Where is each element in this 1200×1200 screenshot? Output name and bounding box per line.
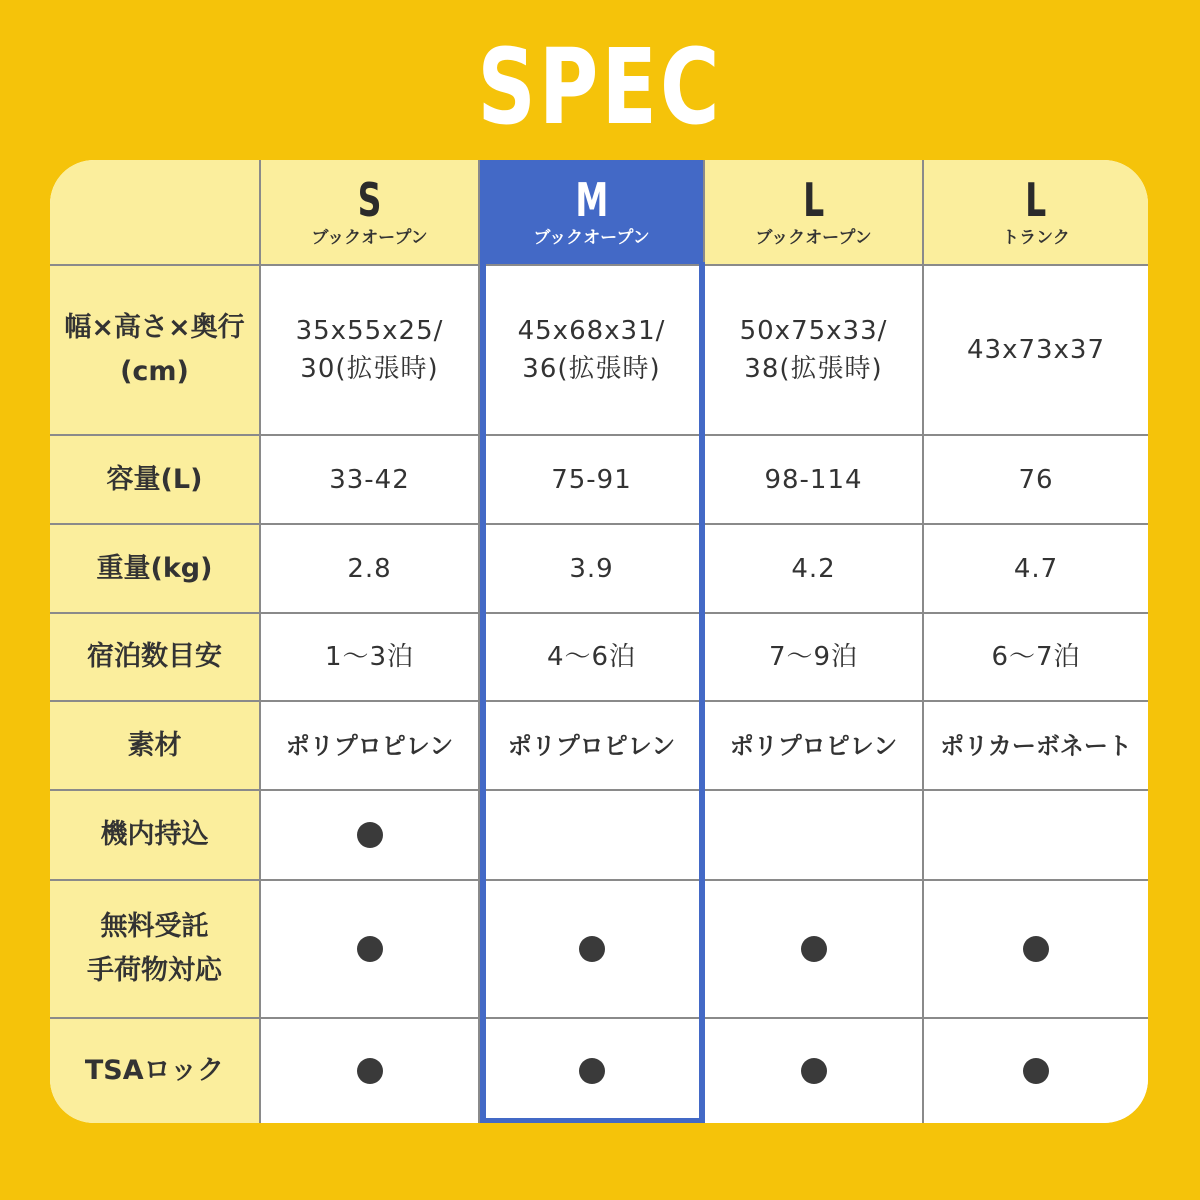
cell-value-line: 45x68x31/ <box>517 316 666 346</box>
cell-value-line: 7〜9泊 <box>768 642 859 672</box>
row-label-line: 無料受託 <box>100 911 209 942</box>
check-dot <box>579 1058 605 1084</box>
cell-value <box>551 461 632 499</box>
row-label-text <box>85 1049 224 1093</box>
row-label <box>50 525 261 614</box>
table-cell <box>261 1019 480 1123</box>
cell-value-line: 98-114 <box>764 464 863 495</box>
table-cell <box>924 1019 1148 1123</box>
spec-table <box>50 160 1148 1123</box>
check-dot <box>801 936 827 962</box>
row-label-line: 重量(kg) <box>96 552 213 584</box>
cell-value-line: ポリプロピレン <box>285 731 454 760</box>
row-label <box>50 436 261 525</box>
cell-value <box>730 727 897 765</box>
table-cell <box>924 525 1148 614</box>
cell-value <box>991 638 1080 676</box>
column-size: S <box>357 173 382 227</box>
cell-value-line: 4.7 <box>1013 553 1059 584</box>
table-cell <box>480 702 705 791</box>
table-cell <box>924 702 1148 791</box>
table-cell <box>480 525 705 614</box>
row-label <box>50 702 261 791</box>
table-cell <box>480 791 705 881</box>
check-dot <box>1023 936 1049 962</box>
table-cell <box>705 266 924 436</box>
table-cell <box>924 791 1148 881</box>
cell-value-line: 36(拡張時) <box>522 354 661 384</box>
table-cell <box>705 881 924 1019</box>
column-header <box>261 160 480 266</box>
cell-value <box>769 638 858 676</box>
cell-value <box>547 638 636 676</box>
cell-value-line: 4〜6泊 <box>546 642 637 672</box>
cell-value <box>347 550 391 588</box>
row-label <box>50 791 261 881</box>
cell-value-line: 30(拡張時) <box>300 354 439 384</box>
page-title: SPEC <box>477 26 723 148</box>
table-cell <box>705 525 924 614</box>
cell-value-line: 2.8 <box>347 553 392 584</box>
cell-value-line: 76 <box>1018 464 1054 495</box>
cell-value-line: 33-42 <box>329 464 410 495</box>
table-cell <box>480 266 705 436</box>
row-label-line: TSAロック <box>84 1055 225 1086</box>
table-cell <box>480 614 705 702</box>
check-dot <box>579 936 605 962</box>
check-dot <box>357 936 383 962</box>
row-label-text <box>97 547 213 591</box>
cell-value <box>518 312 666 388</box>
cell-value <box>740 312 888 388</box>
row-label-text <box>64 306 244 394</box>
cell-value <box>764 461 862 499</box>
table-cell <box>705 436 924 525</box>
row-label-line: (cm) <box>120 356 189 387</box>
column-type: ブックオープン <box>533 228 650 248</box>
cell-value <box>325 638 414 676</box>
table-cell <box>261 614 480 702</box>
cell-value <box>329 461 410 499</box>
check-dot <box>801 1058 827 1084</box>
table-cell <box>480 436 705 525</box>
table-cell <box>261 436 480 525</box>
table-cell <box>261 702 480 791</box>
cell-value <box>1014 550 1058 588</box>
row-label-text <box>87 905 222 993</box>
cell-value-line: ポリプロピレン <box>507 731 676 760</box>
row-label-text <box>101 813 209 857</box>
row-label-line: 手荷物対応 <box>87 955 222 986</box>
cell-value <box>569 550 613 588</box>
column-type: ブックオープン <box>311 228 428 248</box>
table-cell <box>924 614 1148 702</box>
cell-value-line: ポリカーボネート <box>940 731 1132 760</box>
row-label-line: 素材 <box>127 729 182 761</box>
column-type: トランク <box>1002 228 1070 248</box>
table-cell <box>924 881 1148 1019</box>
cell-value-line: ポリプロピレン <box>729 731 898 760</box>
column-size: L <box>802 173 825 227</box>
row-label-line: 機内持込 <box>100 819 209 850</box>
row-label-line: 幅×高さ×奥行 <box>64 312 245 343</box>
table-cell <box>705 702 924 791</box>
cell-value <box>791 550 835 588</box>
cell-value <box>940 727 1132 765</box>
table-cell <box>261 266 480 436</box>
check-dot <box>357 822 383 848</box>
table-cell <box>705 791 924 881</box>
spec-table-card <box>50 160 1148 1123</box>
table-cell <box>705 614 924 702</box>
cell-value-line: 35x55x25/ <box>295 316 444 346</box>
table-cell <box>924 266 1148 436</box>
row-label-text <box>107 458 203 502</box>
cell-value-line: 1〜3泊 <box>324 642 415 672</box>
column-header <box>705 160 924 266</box>
check-dot <box>1023 1058 1049 1084</box>
cell-value <box>1018 461 1053 499</box>
table-cell <box>480 1019 705 1123</box>
row-label <box>50 266 261 436</box>
table-cell <box>480 881 705 1019</box>
cell-value <box>286 727 453 765</box>
cell-value-line: 6〜7泊 <box>991 642 1081 672</box>
cell-value <box>508 727 675 765</box>
row-label-text <box>128 724 182 768</box>
table-cell <box>261 791 480 881</box>
row-label-line: 容量(L) <box>106 463 203 495</box>
row-label <box>50 614 261 702</box>
table-cell <box>261 525 480 614</box>
row-label-line: 宿泊数目安 <box>87 641 222 672</box>
cell-value-line: 3.9 <box>569 553 614 584</box>
cell-value-line: 75-91 <box>551 464 632 495</box>
row-label <box>50 881 261 1019</box>
cell-value <box>296 312 444 388</box>
cell-value-line: 43x73x37 <box>966 335 1106 365</box>
table-cell <box>261 881 480 1019</box>
check-dot <box>357 1058 383 1084</box>
cell-value-line: 38(拡張時) <box>744 354 883 384</box>
row-label-text <box>87 635 222 679</box>
column-size: L <box>1025 173 1047 227</box>
table-cell <box>924 436 1148 525</box>
cell-value-line: 4.2 <box>791 553 836 584</box>
column-header <box>924 160 1148 266</box>
cell-value <box>967 331 1105 369</box>
cell-value-line: 50x75x33/ <box>739 316 888 346</box>
column-type: ブックオープン <box>755 228 872 248</box>
header-corner <box>50 160 261 266</box>
column-header <box>480 160 705 266</box>
column-size: M <box>575 173 608 227</box>
row-label <box>50 1019 261 1123</box>
table-cell <box>705 1019 924 1123</box>
